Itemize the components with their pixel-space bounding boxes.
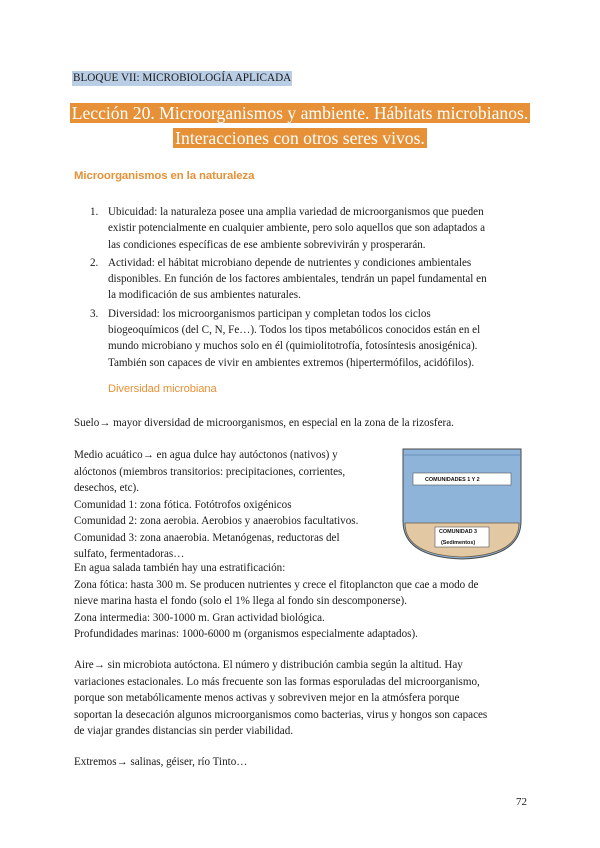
text-line: alóctonos (miembros transitorios: precipitaciones, corrientes,: [74, 465, 346, 478]
text-line: Extremos→ salinas, géiser, río Tinto…: [74, 756, 248, 768]
list-line: las condiciones específicas de ese ambiente sobrevivirán y prosperarán.: [108, 238, 426, 251]
paragraph-aire: [74, 657, 530, 740]
text-line: Zona fótica: hasta 300 m. Se producen nutrientes y crece el fitoplancton que cae a modo de: [74, 578, 479, 591]
text-line: desechos, etc).: [74, 482, 139, 494]
text-line: porque son metabólicamente menos activas y sobreviven mejor en la atmósfera porque: [74, 692, 460, 704]
list-line: biogeoquímicos (del C, N, Fe…). Todos los tipos metabólicos conocidos están en el: [108, 324, 481, 337]
paragraph-acuatico: [74, 447, 374, 563]
text-line: Suelo→ mayor diversidad de microorganismos, en especial en la zona de la rizosfera.: [74, 417, 454, 429]
paragraph-extremos: [74, 754, 374, 771]
list-item: [90, 255, 530, 304]
list-line: También son capaces de vivir en ambientes extremos (hipertermófilos, acidófilos).: [108, 356, 475, 369]
list-number: 1.: [90, 206, 99, 218]
text-line: sulfato, fermentadoras…: [74, 548, 185, 560]
paragraph-agua-salada: [74, 560, 534, 643]
text-line: de viajar grandes distancias sin perder viabilidad.: [74, 725, 294, 737]
paragraph-suelo: [74, 415, 534, 432]
text-line: Comunidad 1: zona fótica. Fotótrofos oxigénicos: [74, 498, 292, 511]
list-line: mundo microbiano y muchos solo en él (quimiolitotrofía, fotosíntesis anosigénica).: [108, 340, 478, 353]
label-community-3: COMUNIDAD 3: [439, 529, 478, 535]
list-item: [90, 306, 530, 371]
list-number: 2.: [90, 256, 99, 269]
text-line: Zona intermedia: 300-1000 m. Gran actividad biológica.: [74, 611, 325, 624]
text-line: Aire→ sin microbiota autóctona. El número y distribución cambia según la altitud. Hay: [74, 659, 463, 671]
section-heading: Microorganismos en la naturaleza: [74, 170, 255, 182]
page-number: 72: [516, 796, 527, 808]
lake-stratification-figure: [399, 443, 525, 563]
list-line: disponibles. En función de los factores ambientales, tendrán un papel fundamental en: [108, 273, 487, 286]
lesson-title: [60, 101, 540, 150]
list-line: Diversidad: los microorganismos participan y completan todos los ciclos: [108, 307, 431, 320]
block-title: BLOQUE VII: MICROBIOLOGÍA APLICADA: [73, 72, 292, 84]
list-line: Actividad: el hábitat microbiano depende de nutrientes y condiciones ambientales: [108, 256, 472, 269]
list-number: 3.: [90, 307, 99, 320]
label-communities-1-2: COMUNIDADES 1 Y 2: [425, 477, 480, 483]
text-line: nieve marina hasta el fondo (solo el 1% llega al fondo sin descomponerse).: [74, 595, 408, 607]
text-line: Profundidades marinas: 1000-6000 m (organismos especialmente adaptados).: [74, 628, 418, 640]
numbered-list: [90, 204, 530, 373]
label-sediments: (Sedimentos): [441, 540, 476, 546]
lesson-title-text: Lección 20. Microorganismos y ambiente. Hábitats microbianos. Interacciones con otros seres vivos.: [71, 103, 529, 148]
text-line: En agua salada también hay una estratificación:: [74, 562, 286, 574]
list-line: Ubicuidad: la naturaleza posee una amplia variedad de microorganismos que pueden: [108, 206, 484, 218]
text-line: Comunidad 2: zona aerobia. Aerobios y anaerobios facultativos.: [74, 515, 359, 527]
text-line: soportan la desecación algunos microorganismos como bacterias, virus y hongos son capaces: [74, 708, 488, 721]
list-item: [90, 204, 530, 253]
subheading: Diversidad microbiana: [108, 383, 217, 395]
text-line: variaciones estacionales. Lo más frecuente son las formas esporuladas del microorganismo,: [74, 675, 480, 688]
text-line: Comunidad 3: zona anaerobia. Metanógenas, reductoras del: [74, 531, 340, 544]
list-line: la modificación de sus ambientes naturales.: [108, 289, 301, 302]
text-line: Medio acuático→ en agua dulce hay autóctonos (nativos) y: [74, 449, 338, 461]
list-line: existir potencialmente en cualquier ambiente, pero solo aquellos que son adaptados a: [108, 222, 486, 235]
